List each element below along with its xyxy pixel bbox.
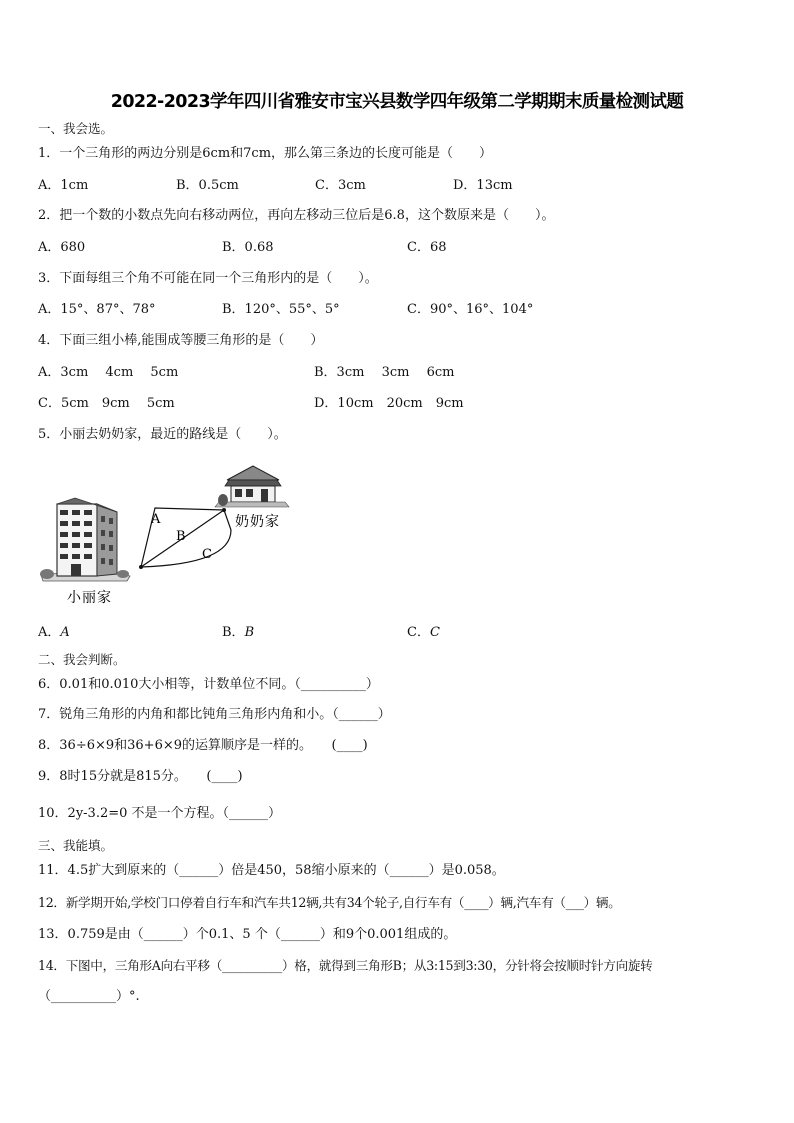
question-4-option-a: A．3cm 4cm 5cm [38,365,179,380]
xiaoli-home-point [139,565,143,569]
grandma-home-label: 奶奶家 [235,514,280,530]
question-3-option-b: B．120°、55°、5° [222,302,340,317]
question-4-option-b: B．3cm 3cm 6cm [314,365,455,380]
section-heading-fill: 三、我能填。 [38,838,114,853]
question-10: 10．2y-3.2=0 不是一个方程。（______） [38,806,282,821]
route-a-label: A [151,512,161,527]
question-5-option-c: C．C [407,625,440,640]
question-1-option-c: C．3cm [315,178,366,193]
route-b-label: B [176,529,186,544]
question-13: 13．0.759是由（______）个0.1、5 个（______）和9个0.001组成的。 [38,927,457,942]
question-2-option-a: A．680 [38,240,86,255]
question-14-line-2: （__________）°. [38,989,140,1004]
question-9: 9．8时15分就是815分。 (____) [38,769,243,784]
question-1-option-d: D．13cm [453,178,513,193]
question-5-option-c-value: C [429,625,440,640]
question-5-option-b: B．B [222,625,255,640]
section-heading-judge: 二、我会判断。 [38,652,126,667]
apartment-building-icon [40,498,130,581]
xiaoli-home-label: 小丽家 [67,590,112,606]
question-14-line-1: 14．下图中，三角形A向右平移（__________）格，就得到三角形B；从3:15到3:30，分针将会按顺时针方向旋转 [38,958,653,973]
question-2-stem: 2．把一个数的小数点先向右移动两位，再向左移动三位后是6.8，这个数原来是（ ）。 [38,208,555,223]
question-5-option-b-value: B [244,625,255,640]
question-1-stem: 1．一个三角形的两边分别是6cm和7cm，那么第三条边的长度可能是（ ） [38,146,493,161]
grandma-home-point [222,508,226,512]
house-icon [215,466,289,507]
question-1-option-a: A．1cm [38,178,89,193]
question-3-option-c: C．90°、16°、104° [407,302,534,317]
question-4-option-c: C．5cm 9cm 5cm [38,396,175,411]
page-title: 2022-2023学年四川省雅安市宝兴县数学四年级第二学期期末质量检测试题 [110,92,684,112]
route-c-label: C [202,547,212,562]
question-7: 7．锐角三角形的内角和都比钝角三角形内角和小。（______） [38,707,391,722]
question-3-option-a: A．15°、87°、78° [38,302,156,317]
question-3-stem: 3．下面每组三个角不可能在同一个三角形内的是（ ）。 [38,271,378,286]
question-6: 6．0.01和0.010大小相等，计数单位不同。（__________） [38,677,379,692]
question-1-option-b: B．0.5cm [176,178,239,193]
question-5-stem: 5．小丽去奶奶家，最近的路线是（ ）。 [38,427,287,442]
question-5-option-a: A．A [38,625,70,640]
question-2-option-c: C．68 [407,240,447,255]
route-figure [35,460,305,610]
question-4-stem: 4．下面三组小棒,能围成等腰三角形的是（ ） [38,333,324,348]
section-heading-choice: 一、我会选。 [38,121,114,136]
question-4-option-d: D．10cm 20cm 9cm [314,396,464,411]
question-5-option-a-value: A [60,625,70,640]
question-12: 12．新学期开始,学校门口停着自行车和汽车共12辆,共有34个轮子,自行车有（____）辆,汽车有（___）辆。 [38,895,621,910]
question-11: 11．4.5扩大到原来的（______）倍是450，58缩小原来的（______）是0.058。 [38,863,505,878]
question-8: 8．36÷6×9和36+6×9的运算顺序是一样的。 (____) [38,738,368,753]
question-2-option-b: B．0.68 [222,240,274,255]
